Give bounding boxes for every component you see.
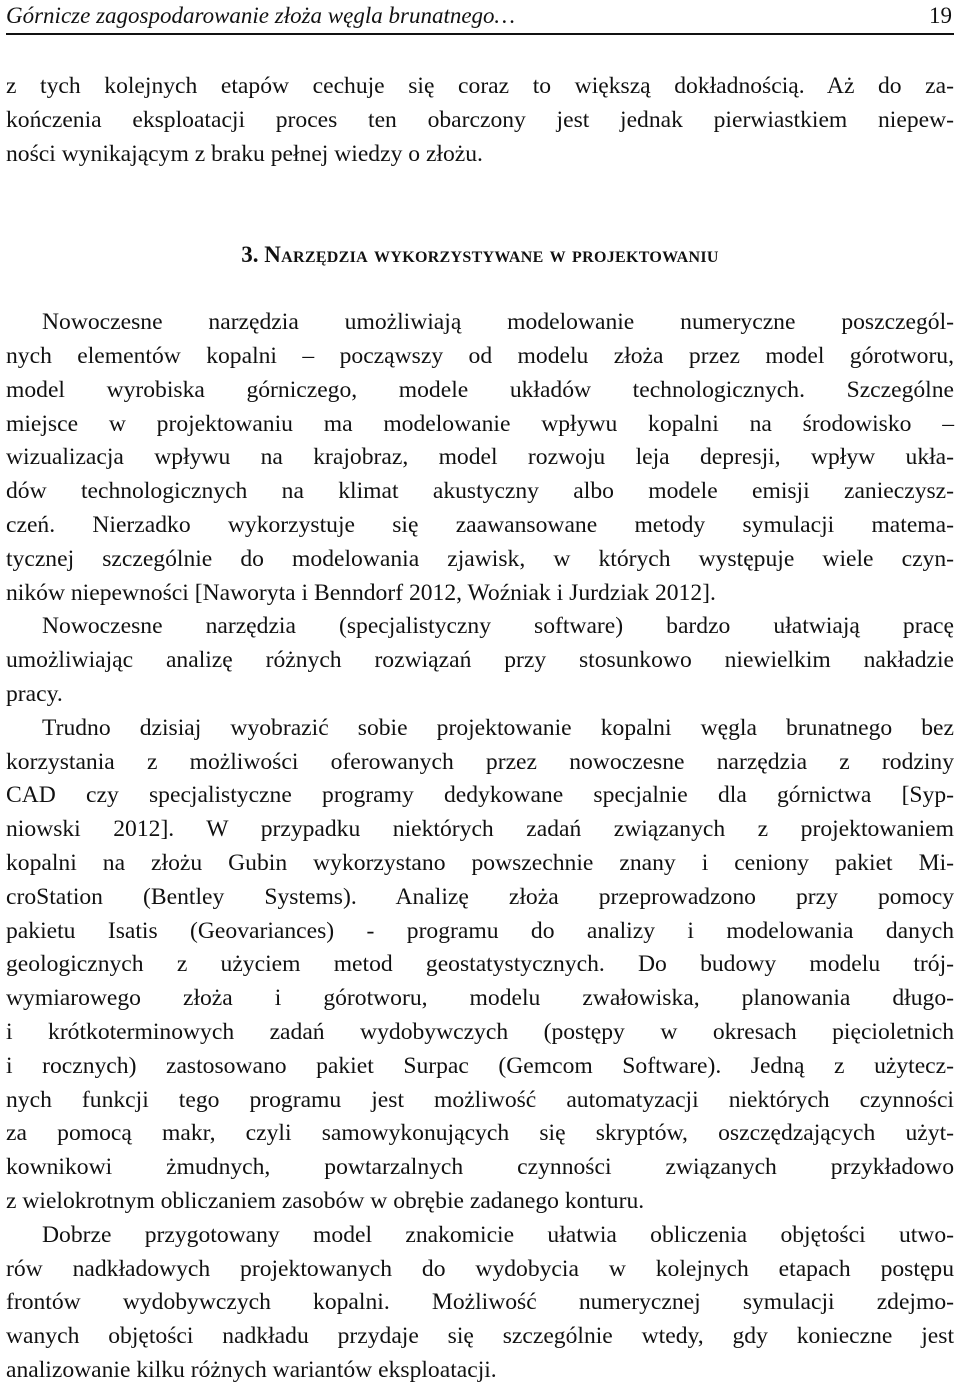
section-number: 3.	[241, 242, 259, 268]
text-line: analizowanie kilku różnych wariantów eksploatacji.	[6, 1356, 497, 1383]
text-line: miejsce w projektowaniu ma modelowanie wpływu kopalni na środowisko –	[6, 410, 954, 437]
page-number: 19	[929, 3, 952, 28]
text-line: wizualizacja wpływu na krajobraz, model rozwoju leja depresji, wpływ ukła-	[6, 444, 954, 471]
body-paragraph	[6, 712, 954, 1219]
text-line: i krótkoterminowych zadań wydobywczych (postępy w okresach pięcioletnich	[6, 1018, 954, 1045]
body-paragraph	[6, 306, 954, 610]
page-body	[6, 70, 954, 1388]
body-paragraph	[6, 610, 954, 711]
intro-paragraph	[6, 70, 954, 171]
text-line: wymiarowego złoża i górotworu, modelu zwałowiska, planowania długo-	[6, 985, 954, 1012]
text-line: z tych kolejnych etapów cechuje się coraz to większą dokładnością. Aż do za-	[6, 73, 954, 99]
text-line: wanych objętości nadkładu przydaje się szczególnie wtedy, gdy konieczne jest	[6, 1323, 954, 1350]
text-line: model wyrobiska górniczego, modele układów technologicznych. Szczególne	[6, 376, 954, 403]
text-line: umożliwiając analizę różnych rozwiązań przy stosunkowo niewielkim nakładzie	[6, 647, 954, 674]
section-paragraphs	[6, 306, 954, 1388]
text-line: ności wynikającym z braku pełnej wiedzy o złożu.	[6, 140, 483, 167]
text-line: croStation (Bentley Systems). Analizę złoża przeprowadzono przy pomocy	[6, 883, 954, 910]
text-line: pakietu Isatis (Geovariances) - programu do analizy i modelowania danych	[6, 917, 954, 944]
text-line: frontów wydobywczych kopalni. Możliwość numerycznej symulacji zdejmo-	[6, 1289, 954, 1316]
text-line: i rocznych) zastosowano pakiet Surpac (Gemcom Software). Jedną z użytecz-	[6, 1052, 954, 1079]
text-line: nych funkcji tego programu jest możliwość automatyzacji niektórych czynności	[6, 1086, 954, 1113]
text-line: kownikowi żmudnych, powtarzalnych czynności związanych przykładowo	[6, 1154, 954, 1181]
text-line: rów nadkładowych projektowanych do wydobycia w kolejnych etapach postępu	[6, 1255, 954, 1282]
section-title: Narzędzia wykorzystywane w projektowaniu	[264, 242, 719, 268]
text-line: Trudno dzisiaj wyobrazić sobie projektowanie kopalni węgla brunatnego bez	[42, 714, 954, 741]
text-line: niowski 2012]. W przypadku niektórych zadań związanych z projektowaniem	[6, 816, 954, 843]
text-line: tycznej szczególnie do modelowania zjawisk, w których występuje wiele czyn-	[6, 545, 954, 572]
text-line: korzystania z możliwości oferowanych przez nowoczesne narzędzia z rodziny	[6, 748, 954, 775]
text-line: Nowoczesne narzędzia (specjalistyczny software) bardzo ułatwiają pracę	[42, 613, 954, 640]
text-line: kończenia eksploatacji proces ten obarczony jest jednak pierwiastkiem niepew-	[6, 106, 954, 133]
text-line: geologicznych z użyciem metod geostatystycznych. Do budowy modelu trój-	[6, 951, 954, 978]
body-paragraph	[6, 1219, 954, 1388]
text-line: Nowoczesne narzędzia umożliwiają modelowanie numeryczne poszczegól-	[42, 309, 954, 336]
text-line: CAD czy specjalistyczne programy dedykowane specjalnie dla górnictwa [Syp-	[6, 782, 954, 809]
text-line: pracy.	[6, 680, 63, 707]
text-line: czeń. Nierzadko wykorzystuje się zaawansowane metody symulacji matema-	[6, 511, 954, 538]
text-line: nych elementów kopalni – począwszy od modelu złoża przez model górotworu,	[6, 342, 954, 369]
text-line: dów technologicznych na klimat akustyczny albo modele emisji zanieczysz-	[6, 478, 954, 505]
text-line: z wielokrotnym obliczaniem zasobów w obrębie zadanego konturu.	[6, 1187, 645, 1214]
section-heading	[6, 238, 954, 272]
text-line: Dobrze przygotowany model znakomicie ułatwia obliczenia objętości utwo-	[42, 1221, 954, 1248]
text-line: ników niepewności [Naworyta i Benndorf 2012, Woźniak i Jurdziak 2012].	[6, 579, 716, 606]
running-title: Górnicze zagospodarowanie złoża węgla brunatnego…	[6, 3, 515, 28]
running-header	[6, 0, 954, 35]
text-line: za pomocą makr, czyli samowykonujących się skryptów, oszczędzających użyt-	[6, 1120, 954, 1147]
text-line: kopalni na złożu Gubin wykorzystano powszechnie znany i ceniony pakiet Mi-	[6, 849, 954, 876]
